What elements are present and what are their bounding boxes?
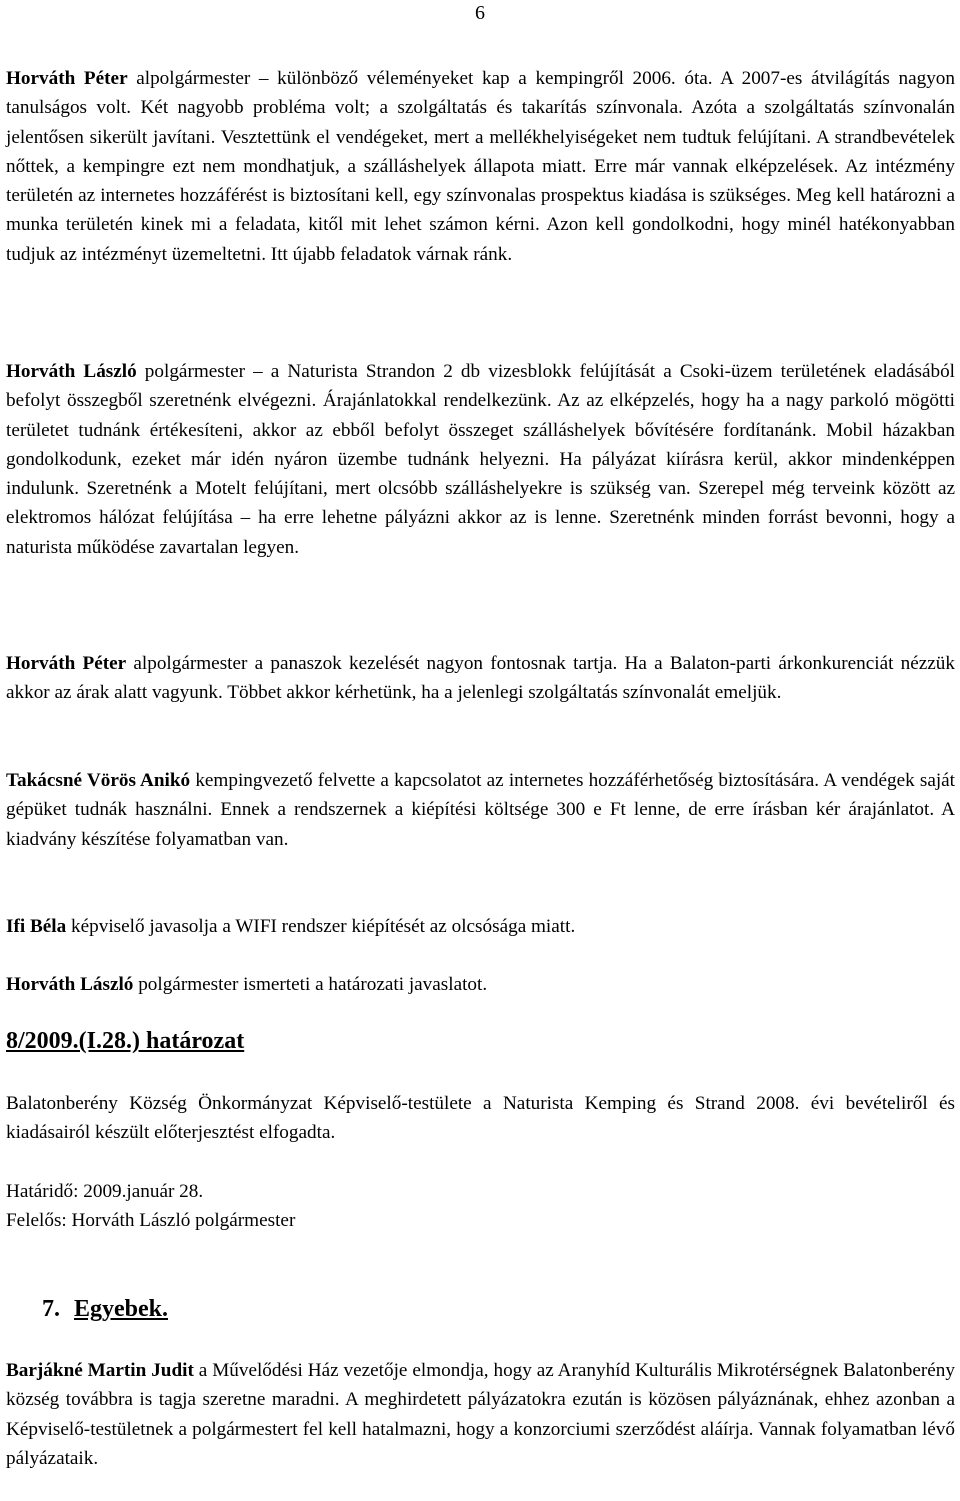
paragraph-text: polgármester – a Naturista Strandon 2 db vizesblokk felújítását a Csoki-üzem területének eladásából befolyt összegből szeretnénk elvégezni. Árajánlatokkal rendelkezünk. Az az elképzelés, hogy ha a nagy parkoló mögötti területet tudnánk értékesíteni, akkor az ebből befolyt összeget szálláshelyek bővítésére fordítanánk. Mobil házakban gondolkodunk, ezeket már idén nyáron üzembe tudnánk helyezni. Ha pályázat kiírásra kerül, akkor mindenképpen indulunk. Szeretnénk a Motelt felújítani, mert olcsóbb szálláshelyekre is szükség van. Szerepel még terveink között az elektromos hálózat felújítása – ha erre lehetne pályázni akkor az is lenne. Szeretnénk minden forrást bevonni, hogy a naturista működése zavartalan legyen. <box>6 361 955 558</box>
page-number: 6 <box>475 2 485 24</box>
speaker-name: Ifi Béla <box>6 916 67 937</box>
paragraph-horvath-laszlo-1 <box>6 357 955 562</box>
resolution-deadline: Határidő: 2009.január 28. <box>6 1181 204 1202</box>
paragraph-takacsne <box>6 766 955 854</box>
paragraph-barjakne <box>6 1356 955 1473</box>
paragraph-ifi-bela <box>6 912 955 941</box>
speaker-name: Horváth László <box>6 974 134 995</box>
speaker-name: Horváth László <box>6 361 137 382</box>
paragraph-horvath-peter-1 <box>6 64 955 269</box>
section-heading <box>42 1296 168 1323</box>
paragraph-text: a Művelődési Ház vezetője elmondja, hogy az Aranyhíd Kulturális Mikrotérségnek Balatonberény község továbbra is tagja szeretne maradni. A meghirdetett pályázatokra ezután is közösen pályáznának, ehhez azonban a Képviselő-testületnek a polgármestert fel kell hatalmazni, hogy a konzorciumi szerződést aláírja. Vannak folyamatban lévő pályázataik. <box>6 1360 955 1469</box>
paragraph-horvath-peter-2 <box>6 649 955 708</box>
resolution-title: 8/2009.(I.28.) határozat <box>6 1028 245 1054</box>
section-number: 7. <box>42 1296 60 1322</box>
paragraph-text: alpolgármester a panaszok kezelését nagyon fontosnak tartja. Ha a Balaton-parti árkonkurenciát nézzük akkor az árak alatt vagyunk. Többet akkor kérhetünk, ha a jelenlegi szolgáltatás színvonalát emeljük. <box>6 653 955 704</box>
speaker-name: Horváth Péter <box>6 653 127 674</box>
speaker-name: Takácsné Vörös Anikó <box>6 770 191 791</box>
speaker-name: Horváth Péter <box>6 68 128 89</box>
paragraph-text: kempingvezető felvette a kapcsolatot az internetes hozzáférhetőség biztosítására. A vendégek saját gépüket tudnák használni. Ennek a rendszernek a kiépítési költsége 300 e Ft lenne, de erre írásban kér árajánlatot. A kiadvány készítése folyamatban van. <box>6 770 956 850</box>
paragraph-text: polgármester ismerteti a határozati javaslatot. <box>133 974 488 995</box>
paragraph-text: képviselő javasolja a WIFI rendszer kiépítését az olcsósága miatt. <box>66 916 576 937</box>
resolution-body: Balatonberény Község Önkormányzat Képviselő-testülete a Naturista Kemping és Strand 2008. évi bevételiről és kiadásairól készült előterjesztést elfogadta. <box>6 1093 955 1144</box>
section-title: Egyebek. <box>74 1296 169 1322</box>
paragraph-text: alpolgármester – különböző véleményeket kap a kempingről 2006. óta. A 2007-es átvilágítás nagyon tanulságos volt. Két nagyobb probléma volt; a szolgáltatás és takarítás színvonala. Azóta a szolgáltatás színvonalán jelentősen sikerült javítani. Vesztettünk el vendégeket, mert a mellékhelyiségeket nem tudtuk felújítani. A strandbevételek nőttek, a kempingre ezt nem mondhatjuk, a szálláshelyek állapota miatt. Erre már vannak elképzelések. Az intézmény területén az internetes hozzáférést is biztosítani kell, egy színvonalas prospektus kiadása is szükséges. Meg kell határozni a munka területén kinek mi a feladata, kitől mit lehet számon kérni. Azon kell gondolkodni, hogy minél hatékonyabban tudjuk az intézményt üzemeltetni. Itt újabb feladatok várnak ránk. <box>6 68 955 265</box>
speaker-name: Barjákné Martin Judit <box>6 1360 194 1381</box>
resolution-responsible: Felelős: Horváth László polgármester <box>6 1210 296 1231</box>
paragraph-horvath-laszlo-2 <box>6 970 955 999</box>
